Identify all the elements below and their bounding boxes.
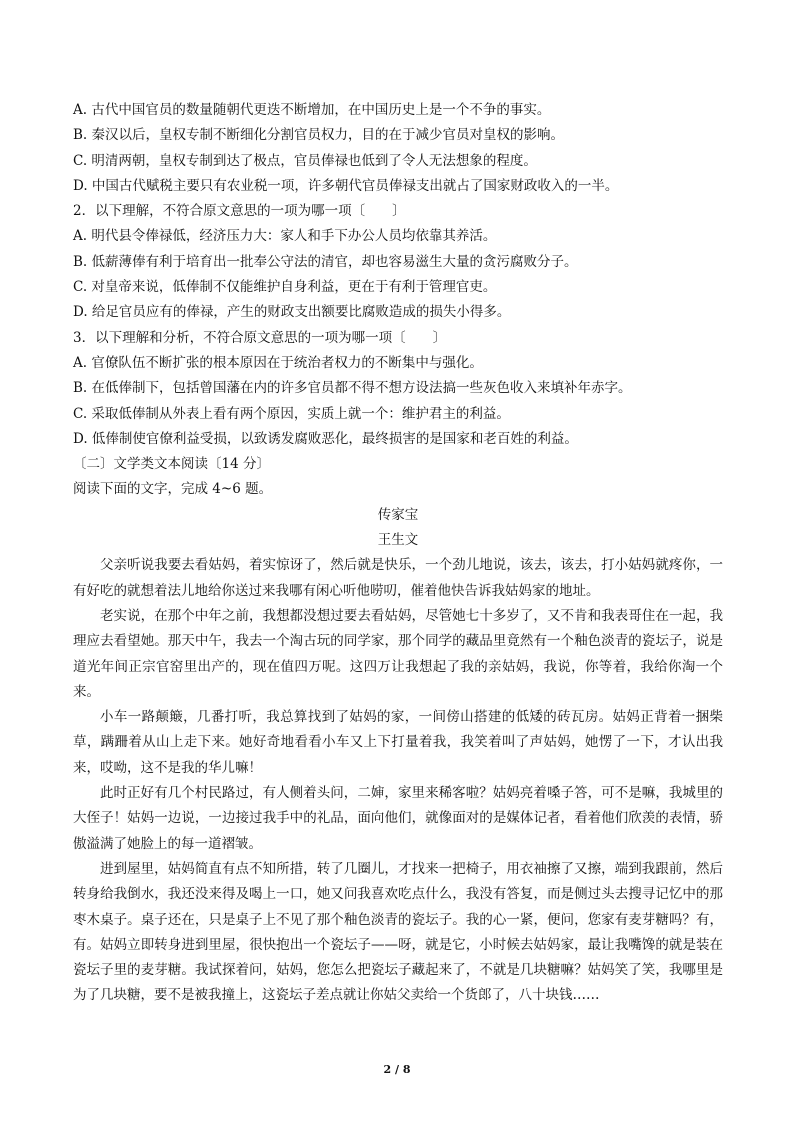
document-body: [73, 98, 723, 1009]
q3-option-a: A. 官僚队伍不断扩张的根本原因在于统治者权力的不断集中与强化。: [73, 354, 483, 371]
q1-option-b: B. 秦汉以后，皇权专制不断细化分割官员权力，目的在于减少官员对皇权的影响。: [73, 127, 565, 144]
q3-stem: 3．以下理解和分析，不符合原文意思的一项为哪一项〔 〕: [73, 329, 447, 346]
q2-stem: 2．以下理解，不符合原文意思的一项为哪一项〔 〕: [73, 203, 406, 220]
story-paragraph: 进到屋里，姑妈简直有点不知所措，转了几圈儿，才找来一把椅子，用衣袖擦了又擦，端到我跟前，然后转身给我倒水，我还没来得及喝上一口，她又问我喜欢吃点什么，我没有答复，而是侧过头去搜寻记忆中的那枣木桌子。桌子还在，只是桌子上不见了那个釉色淡青的瓷坛子。我的心一紧，便问，您家有麦芽糖吗？有，有。姑妈立即转身进到里屋，很快抱出一个瓷坛子——呀，就是它，小时候去姑妈家，最让我嘴馋的就是装在瓷坛子里的麦芽糖。我试探着问，姑妈，您怎么把瓷坛子藏起来了，不就是几块糖嘛？姑妈笑了笑，我哪里是为了几块糖，要不是被我撞上，这瓷坛子差点就让你姑父卖给一个货郎了，八十块钱……: [73, 860, 723, 1004]
q2-option-a: A. 明代县令俸禄低，经济压力大：家人和手下办公人员均依靠其养活。: [73, 228, 497, 245]
q1-option-a: A. 古代中国官员的数量随朝代更迭不断增加，在中国历史上是一个不争的事实。: [73, 102, 551, 118]
story-paragraph: 父亲听说我要去看姑妈，着实惊讶了，然后就是快乐，一个劲儿地说，该去，该去，打小姑妈就疼你，一有好吃的就想着法儿地给你送过来我哪有闲心听他唠叨，催着他快告诉我姑妈家的地址。: [73, 557, 723, 599]
section-heading: 〔二〕文学类文本阅读〔14 分〕: [73, 456, 270, 473]
page-number: 2 / 8: [383, 1063, 411, 1076]
story-paragraph: 小车一路颠簸，几番打听，我总算找到了姑妈的家，一间傍山搭建的低矮的砖瓦房。姑妈正背着一捆柴草，蹒跚着从山上走下来。她好奇地看看小车又上下打量着我，我笑着叫了声姑妈，她愣了一下，才认出我来，哎呦，这不是我的华儿嘛！: [73, 709, 723, 776]
q3-option-c: C. 采取低俸制从外表上看有两个原因，实质上就一个：维护君主的利益。: [73, 405, 510, 422]
story-paragraph: 老实说，在那个中年之前，我想都没想过要去看姑妈，尽管她七十多岁了，又不肯和我表哥住在一起，我理应去看望她。那天中午，我去一个淘古玩的同学家，那个同学的藏品里竟然有一个釉色淡青的瓷坛子，说是道光年间正宗官窑里出产的，现在值四万呢。这四万让我想起了我的亲姑妈，我说，你等着，我给你淘一个来。: [73, 607, 723, 700]
q2-option-d: D. 给足官员应有的俸禄，产生的财政支出额要比腐败造成的损失小得多。: [73, 304, 511, 321]
story-paragraph: 此时正好有几个村民路过，有人侧着头问，二婶，家里来稀客啦？姑妈亮着嗓子答，可不是嘛，我城里的大侄子！姑妈一边说，一边接过我手中的礼品，面向他们，就像面对的是媒体记者，看着他们欣羡的表情，骄傲溢满了她脸上的每一道褶皱。: [73, 785, 723, 852]
q1-option-d: D. 中国古代赋税主要只有农业税一项，许多朝代官员俸禄支出就占了国家财政收入的一半。: [73, 177, 619, 194]
story-title: 传家宝: [377, 506, 419, 523]
q1-option-c: C. 明清两朝，皇权专制到达了极点，官员俸禄也低到了令人无法想象的程度。: [73, 152, 537, 169]
instruction: 阅读下面的文字，完成 4~6 题。: [73, 481, 273, 498]
q2-option-b: B. 低薪薄俸有利于培育出一批奉公守法的清官，却也容易滋生大量的贪污腐败分子。: [73, 253, 578, 270]
q2-option-c: C. 对皇帝来说，低俸制不仅能维护自身利益，更在于有利于管理官吏。: [73, 279, 497, 296]
q3-option-b: B. 在低俸制下，包括曾国藩在内的许多官员都不得不想方设法搞一些灰色收入来填补年赤字。: [73, 380, 632, 397]
story-author: 王生文: [377, 532, 419, 549]
q3-option-d: D. 低俸制使官僚利益受损，以致诱发腐败恶化，最终损害的是国家和老百姓的利益。: [73, 430, 578, 447]
